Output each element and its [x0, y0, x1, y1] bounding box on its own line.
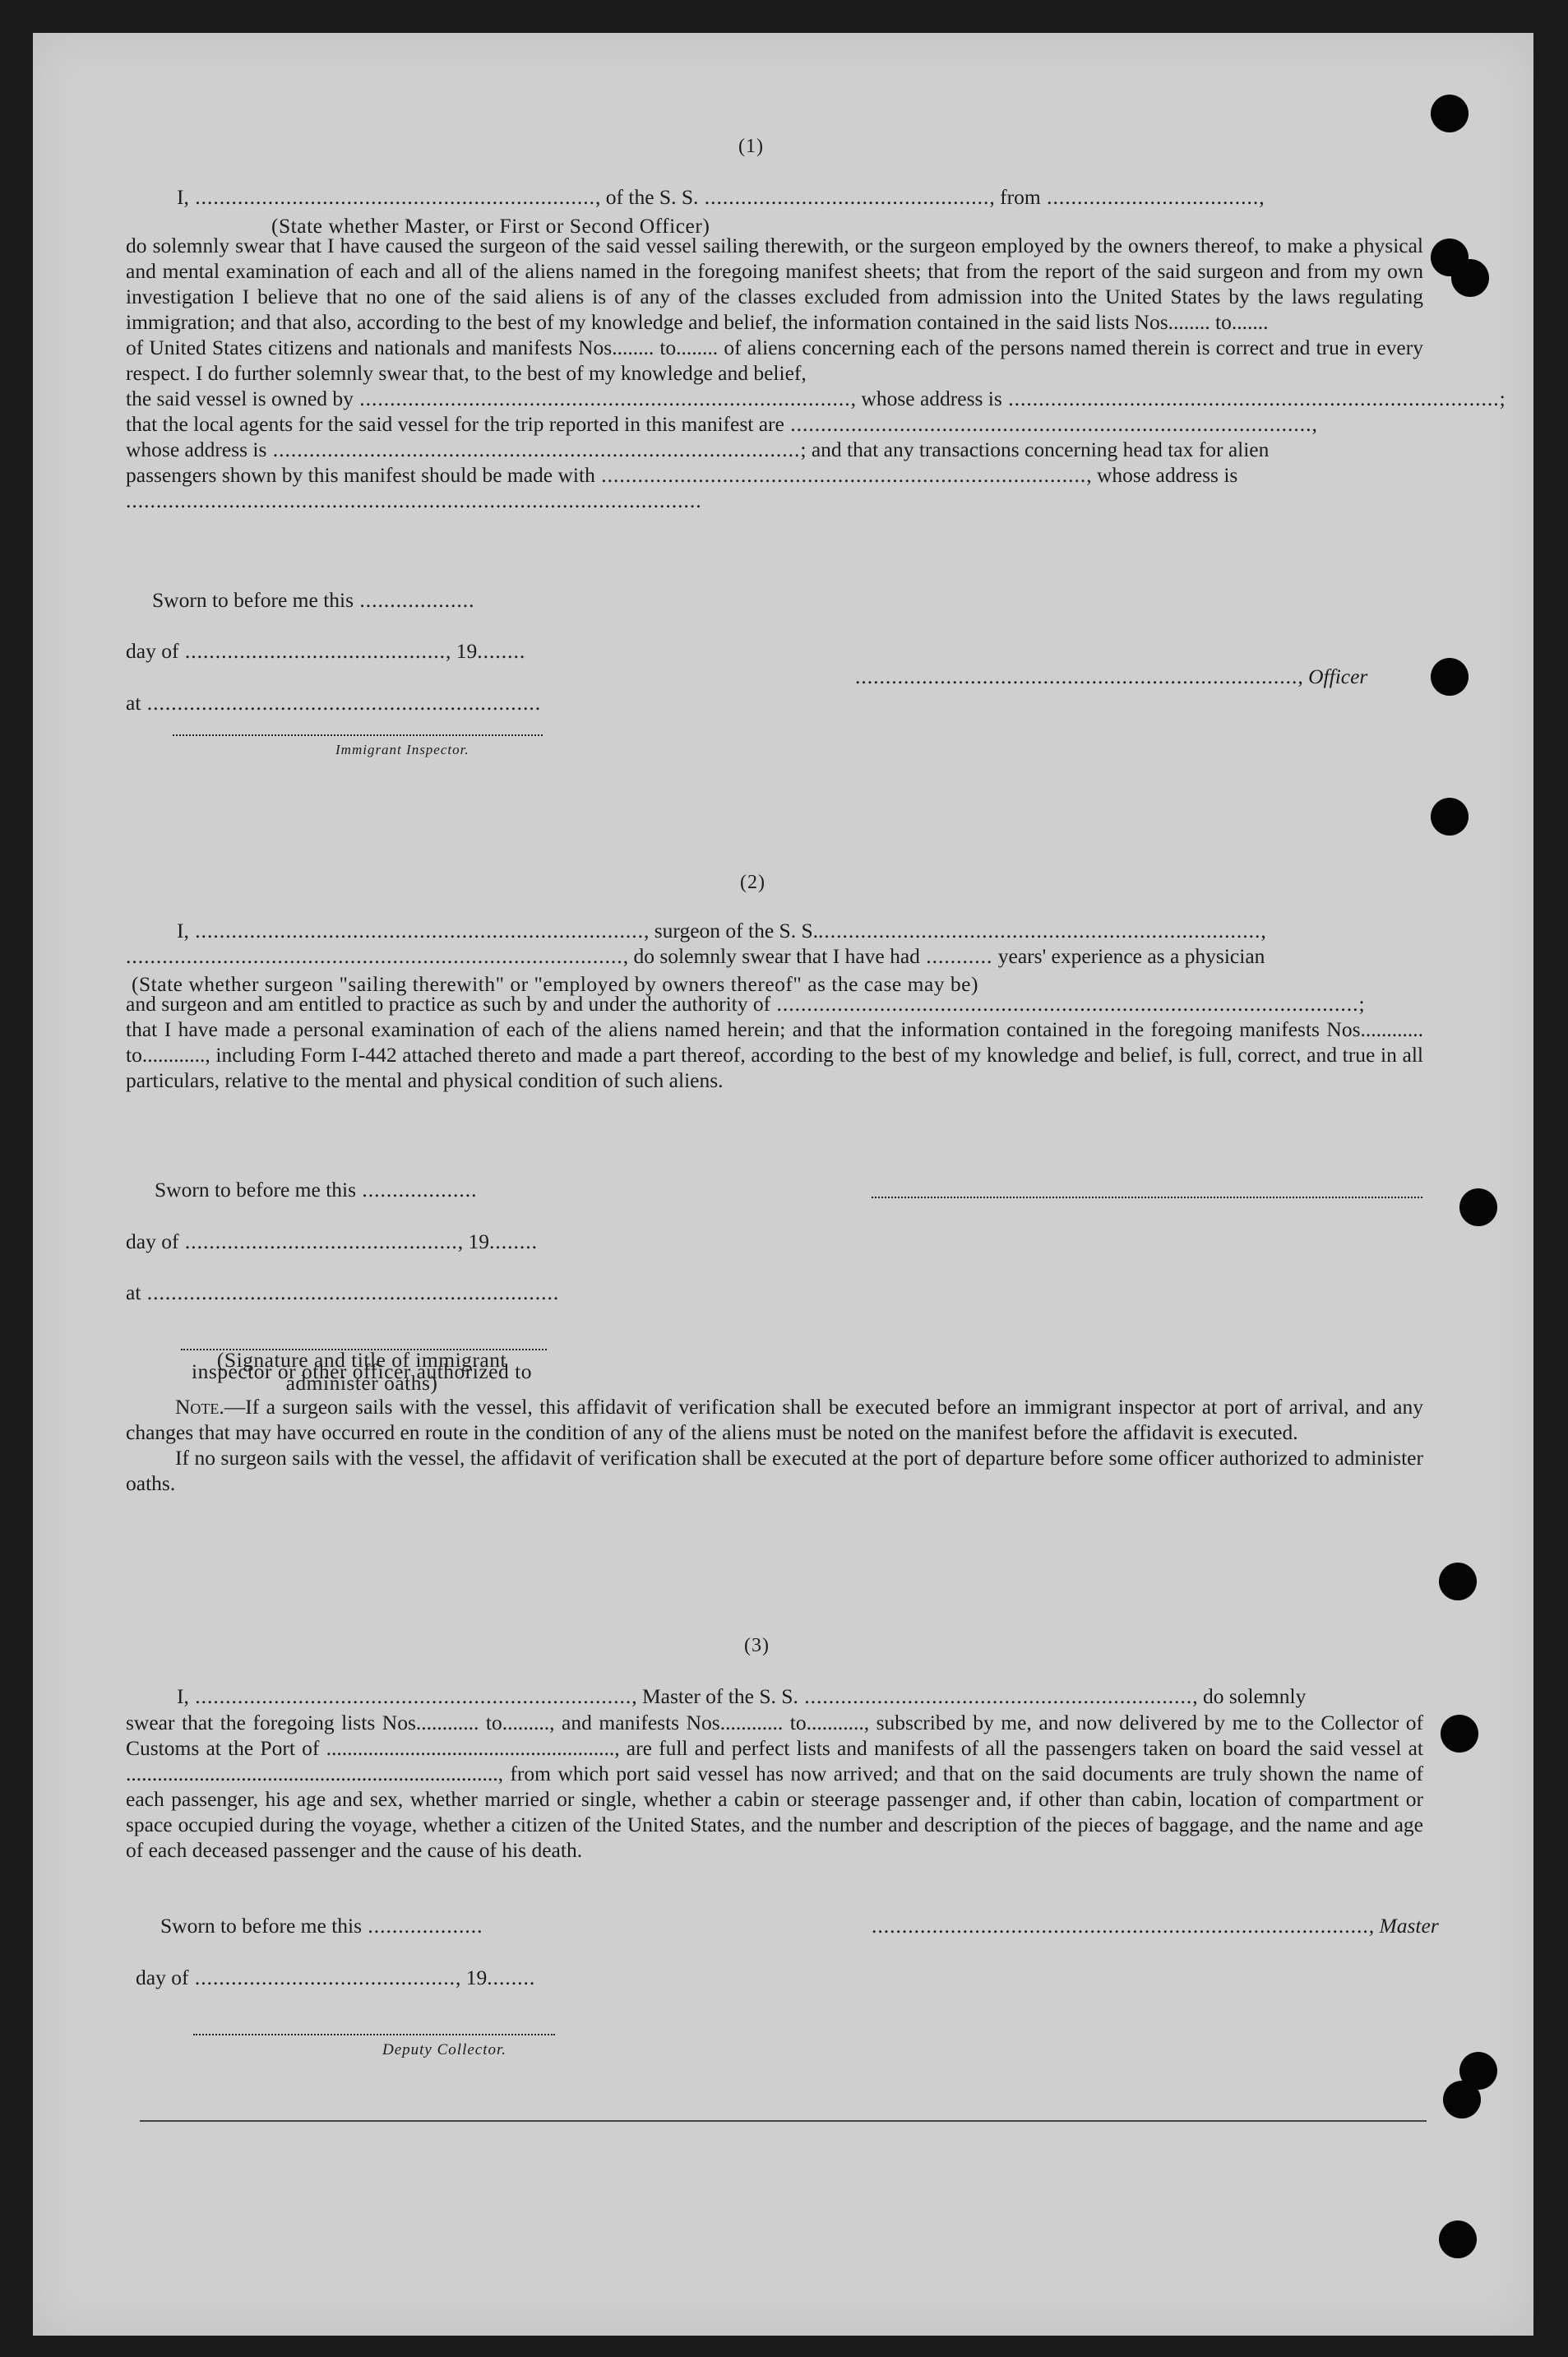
punch-hole: [1439, 1563, 1477, 1600]
sec2-note: Note.—If a surgeon sails with the vessel, this affidavit of verification shall be executed before an immigrant inspector at port of arrival, and any changes that may have occurred en route in the condition of any of the aliens must be noted on the manifest before the affidavit is executed. If no surgeon sails with the vessel, the affidavit of verification shall be executed at the port of departure before some officer authorized to administer oaths.: [126, 1395, 1423, 1495]
sec3-dayof: day of ..........................................., 19........: [136, 1966, 536, 1989]
sec1-inspector-signature-line: [173, 734, 543, 736]
punch-hole: [1439, 2220, 1477, 2258]
sec3-master-line: .................................................................................., Master: [872, 1914, 1439, 1938]
punch-hole: [1431, 658, 1469, 696]
sec3-collector-signature-line: [193, 2034, 555, 2035]
sec2-line1: I, .........................................................................., surgeon of the S. S..........................................................................,: [177, 919, 1267, 942]
sec3-paragraph: swear that the foregoing lists Nos............ to........., and manifests Nos............ to..........., subscribed by me, and now delivered by me to the Collector of Customs at the Port of ......................................................., are full and perfect lists and manifests of all the passengers taken on board the said vessel at ......................................................................., from which port said vessel has now arrived; and that on the said documents are truly shown the name of each passenger, his age and sex, whether married or single, whether a cabin or steerage passenger and, if other than cabin, location of compartment or space occupied during the voyage, whether a citizen of the United States, and the number and description of the pieces of baggage, and the name and age of each deceased passenger and the cause of his death.: [126, 1711, 1423, 1862]
form-page: [33, 33, 1533, 2336]
punch-hole: [1459, 1188, 1497, 1226]
section-3-number: (3): [744, 1635, 770, 1656]
punch-hole: [1431, 95, 1469, 132]
sec2-sworn: Sworn to before me this ...................: [155, 1178, 478, 1202]
sec2-at: at ....................................................................: [126, 1280, 560, 1304]
sec2-dayof: day of ............................................., 19........: [126, 1229, 538, 1253]
section-1-number: (1): [738, 136, 764, 157]
punch-hole: [1431, 798, 1469, 836]
sec1-sworn: Sworn to before me this ...................: [152, 588, 475, 612]
sec3-collector-label: Deputy Collector.: [382, 2041, 507, 2058]
sec2-signature-note: (Signature and title of immigrant inspector or other officer authorized to administer oaths): [192, 1348, 532, 1395]
sec1-officer-note: (State whether Master, or First or Second Officer): [271, 214, 710, 238]
sec2-surgeon-note: (State whether surgeon "sailing therewith" or "employed by owners thereof" as the case may be): [132, 972, 978, 996]
punch-hole: [1451, 259, 1489, 297]
sec1-dayof: day of ..........................................., 19........: [126, 639, 526, 663]
sec1-inspector-label: Immigrant Inspector.: [335, 742, 469, 757]
sec1-officer-line: ........................................................................., Officer: [855, 664, 1368, 688]
punch-hole: [1459, 2052, 1497, 2090]
punch-hole: [1441, 1715, 1478, 1753]
sec1-at: at .................................................................: [126, 691, 542, 715]
sec3-sworn: Sworn to before me this ...................: [160, 1914, 483, 1938]
sec2-surgeon-signature-line: [872, 1197, 1422, 1198]
section-2-number: (2): [740, 872, 765, 893]
sec1-paragraph: do solemnly swear that I have caused the surgeon of the said vessel sailing therewith, or the surgeon employed by the owners thereof, to make a physical and mental examination of each and all of the aliens named in the foregoing manifest sheets; that from the report of the said surgeon and from my own investigation I believe that no one of the said aliens is of any of the classes excluded from admission into the United States by the laws regulating immigration; and that also, according to the best of my knowledge and belief, the information contained in the said lists Nos........ to....... of United States citizens and nationals and manifests Nos........ to........ of aliens concerning each of the persons named therein is correct and true in every respect. I do further solemnly swear that, to the best of my knowledge and belief, the said vessel is owned by ................................................................................., whose address is .................................................................................; that the local agents for the said vessel for the trip reported in this manifest are ......................................................................................, whose address is .......................................................................................; and that any transactions concerning head tax for alien passengers shown by this manifest should be made with ................................................................................, whose address is ...............................................................................................: [126, 234, 1506, 512]
bottom-rule: [140, 2120, 1427, 2122]
sec3-line1: I, ........................................................................, Master of the S. S. ................................................................, do solemnly: [177, 1684, 1307, 1708]
sec2-paragraph: and surgeon and am entitled to practice as such by and under the authority of ................................................................................................; that I have made a personal examination of each of the aliens named herein; and that the information contained in the foregoing manifests Nos............ to............, including Form I-442 attached thereto and made a part thereof, according to the best of my knowledge and belief, is full, correct, and true in all particulars, relative to the mental and physical condition of such aliens.: [126, 992, 1423, 1092]
sec2-line2: .................................................................................., do solemnly swear that I have had ........... years' experience as a physician: [126, 944, 1265, 968]
sec1-line1: I, .................................................................., of the S. S. ..............................................., from ...................................,: [177, 185, 1265, 209]
